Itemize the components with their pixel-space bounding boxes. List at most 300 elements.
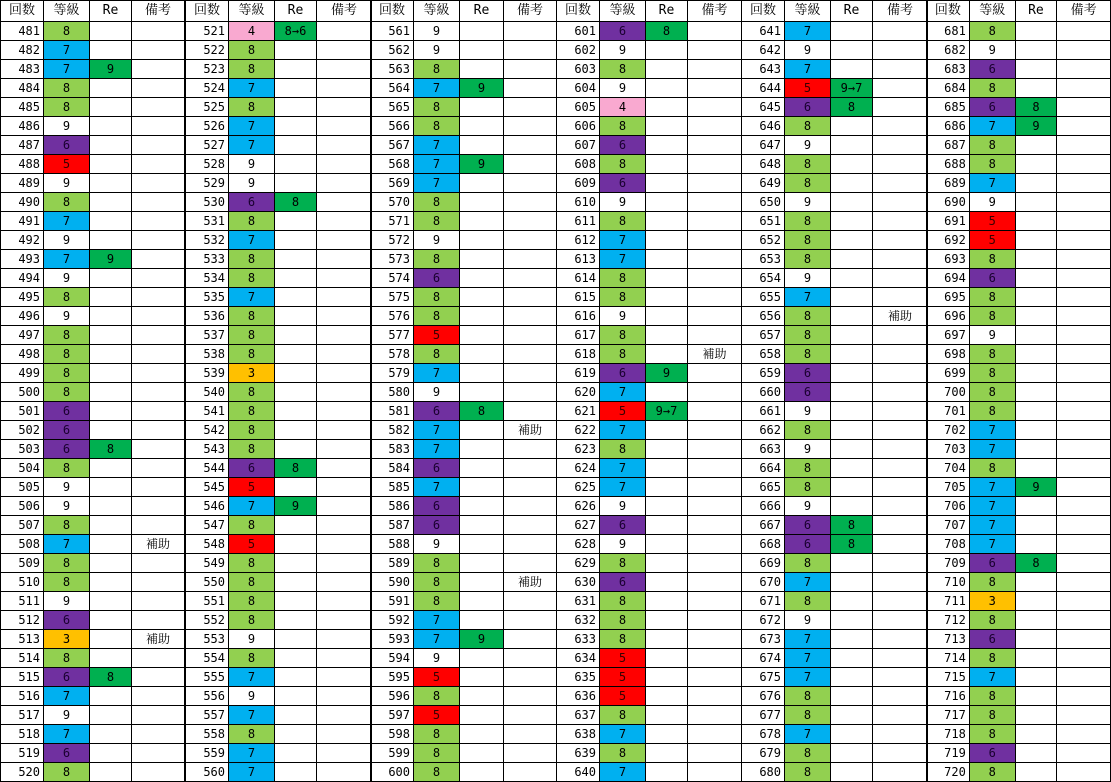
round-cell[interactable]: 671 [742,592,785,611]
re-cell[interactable] [275,706,317,725]
grade-cell[interactable]: 8 [414,592,460,611]
note-cell[interactable] [132,326,185,345]
re-cell[interactable] [275,611,317,630]
note-cell[interactable] [132,592,185,611]
re-cell[interactable] [646,573,688,592]
round-cell[interactable]: 510 [1,573,44,592]
re-cell[interactable] [460,193,504,212]
grade-cell[interactable]: 8 [600,288,646,307]
grade-cell[interactable]: 8 [44,22,90,41]
grade-cell[interactable]: 7 [785,573,831,592]
grade-cell[interactable]: 5 [600,402,646,421]
re-cell[interactable] [831,193,873,212]
grade-cell[interactable]: 7 [414,155,460,174]
round-cell[interactable]: 591 [371,592,414,611]
round-cell[interactable]: 557 [186,706,229,725]
grade-cell[interactable]: 5 [414,326,460,345]
note-cell[interactable] [504,611,557,630]
round-cell[interactable]: 544 [186,459,229,478]
round-cell[interactable]: 577 [371,326,414,345]
note-cell[interactable] [132,364,185,383]
note-cell[interactable] [1057,440,1111,459]
round-cell[interactable]: 682 [927,41,970,60]
note-cell[interactable] [688,326,742,345]
round-cell[interactable]: 683 [927,60,970,79]
note-cell[interactable] [688,402,742,421]
round-cell[interactable]: 657 [742,326,785,345]
round-cell[interactable]: 553 [186,630,229,649]
re-cell[interactable] [1015,649,1057,668]
round-cell[interactable]: 644 [742,79,785,98]
grade-cell[interactable]: 8 [229,440,275,459]
round-cell[interactable]: 651 [742,212,785,231]
grade-cell[interactable]: 9 [785,41,831,60]
note-cell[interactable] [688,706,742,725]
note-cell[interactable] [504,307,557,326]
round-cell[interactable]: 499 [1,364,44,383]
grade-cell[interactable]: 8 [229,326,275,345]
note-cell[interactable] [1057,497,1111,516]
grade-cell[interactable]: 6 [785,516,831,535]
note-cell[interactable] [873,440,928,459]
round-cell[interactable]: 665 [742,478,785,497]
grade-cell[interactable]: 8 [414,117,460,136]
grade-cell[interactable]: 5 [969,212,1015,231]
round-cell[interactable]: 516 [1,687,44,706]
re-cell[interactable] [1015,269,1057,288]
grade-cell[interactable]: 7 [229,763,275,782]
re-cell[interactable] [646,535,688,554]
grade-cell[interactable]: 9 [414,535,460,554]
grade-cell[interactable]: 8 [414,288,460,307]
grade-cell[interactable]: 8 [414,554,460,573]
note-cell[interactable] [688,269,742,288]
grade-cell[interactable]: 6 [785,364,831,383]
grade-cell[interactable]: 8 [785,706,831,725]
round-cell[interactable]: 528 [186,155,229,174]
round-cell[interactable]: 484 [1,79,44,98]
re-cell[interactable]: 8 [460,402,504,421]
grade-cell[interactable]: 6 [969,269,1015,288]
note-cell[interactable] [1057,174,1111,193]
re-cell[interactable] [460,516,504,535]
re-cell[interactable]: 9 [90,250,132,269]
grade-cell[interactable]: 8 [229,345,275,364]
note-cell[interactable] [504,402,557,421]
col-header-grade[interactable]: 等級 [969,1,1015,22]
grade-cell[interactable]: 7 [969,668,1015,687]
note-cell[interactable] [504,668,557,687]
re-cell[interactable] [831,421,873,440]
note-cell[interactable] [317,744,372,763]
grade-cell[interactable]: 8 [44,383,90,402]
re-cell[interactable] [460,98,504,117]
note-cell[interactable] [504,231,557,250]
note-cell[interactable] [132,155,185,174]
grade-cell[interactable]: 8 [229,611,275,630]
round-cell[interactable]: 483 [1,60,44,79]
re-cell[interactable] [90,497,132,516]
note-cell[interactable] [1057,250,1111,269]
re-cell[interactable] [90,421,132,440]
re-cell[interactable]: 8 [646,22,688,41]
round-cell[interactable]: 660 [742,383,785,402]
note-cell[interactable] [132,421,185,440]
grade-cell[interactable]: 8 [229,421,275,440]
note-cell[interactable] [132,269,185,288]
re-cell[interactable] [1015,326,1057,345]
re-cell[interactable]: 8 [831,516,873,535]
grade-cell[interactable]: 7 [785,22,831,41]
note-cell[interactable] [504,212,557,231]
re-cell[interactable] [831,288,873,307]
round-cell[interactable]: 506 [1,497,44,516]
note-cell[interactable] [317,421,372,440]
round-cell[interactable]: 688 [927,155,970,174]
re-cell[interactable] [275,649,317,668]
grade-cell[interactable]: 8 [600,117,646,136]
note-cell[interactable] [504,497,557,516]
re-cell[interactable] [831,478,873,497]
grade-cell[interactable]: 9 [785,269,831,288]
re-cell[interactable] [1015,516,1057,535]
note-cell[interactable] [873,706,928,725]
re-cell[interactable] [275,41,317,60]
re-cell[interactable] [460,592,504,611]
round-cell[interactable]: 607 [557,136,600,155]
note-cell[interactable] [1057,573,1111,592]
round-cell[interactable]: 505 [1,478,44,497]
re-cell[interactable] [646,250,688,269]
note-cell[interactable] [317,630,372,649]
grade-cell[interactable]: 6 [969,98,1015,117]
round-cell[interactable]: 605 [557,98,600,117]
re-cell[interactable] [460,478,504,497]
re-cell[interactable] [1015,193,1057,212]
grade-cell[interactable]: 8 [414,212,460,231]
round-cell[interactable]: 679 [742,744,785,763]
grade-cell[interactable]: 7 [44,60,90,79]
re-cell[interactable]: 8 [275,459,317,478]
re-cell[interactable] [1015,440,1057,459]
round-cell[interactable]: 636 [557,687,600,706]
grade-cell[interactable]: 9 [969,41,1015,60]
re-cell[interactable] [1015,60,1057,79]
re-cell[interactable] [831,117,873,136]
round-cell[interactable]: 630 [557,573,600,592]
note-cell[interactable] [1057,117,1111,136]
note-cell[interactable] [873,649,928,668]
note-cell[interactable] [688,41,742,60]
round-cell[interactable]: 560 [186,763,229,782]
grade-cell[interactable]: 8 [229,307,275,326]
re-cell[interactable] [460,725,504,744]
note-cell[interactable] [688,155,742,174]
note-cell[interactable] [688,535,742,554]
grade-cell[interactable]: 8 [414,573,460,592]
grade-cell[interactable]: 7 [229,79,275,98]
round-cell[interactable]: 561 [371,22,414,41]
grade-cell[interactable]: 6 [785,98,831,117]
grade-cell[interactable]: 8 [600,592,646,611]
grade-cell[interactable]: 7 [600,250,646,269]
re-cell[interactable] [90,174,132,193]
note-cell[interactable] [504,269,557,288]
grade-cell[interactable]: 8 [600,630,646,649]
note-cell[interactable] [317,174,372,193]
note-cell[interactable] [688,725,742,744]
grade-cell[interactable]: 3 [44,630,90,649]
col-header-re[interactable]: Re [646,1,688,22]
note-cell[interactable] [1057,79,1111,98]
re-cell[interactable] [460,345,504,364]
round-cell[interactable]: 494 [1,269,44,288]
round-cell[interactable]: 664 [742,459,785,478]
round-cell[interactable]: 672 [742,611,785,630]
grade-cell[interactable]: 8 [785,421,831,440]
grade-cell[interactable]: 6 [414,497,460,516]
note-cell[interactable] [504,535,557,554]
grade-cell[interactable]: 8 [44,98,90,117]
re-cell[interactable] [831,611,873,630]
grade-cell[interactable]: 7 [969,516,1015,535]
col-header-grade[interactable]: 等級 [44,1,90,22]
note-cell[interactable] [317,269,372,288]
round-cell[interactable]: 563 [371,60,414,79]
col-header-note[interactable]: 備考 [132,1,185,22]
note-cell[interactable] [1057,402,1111,421]
grade-cell[interactable]: 8 [229,41,275,60]
note-cell[interactable] [873,554,928,573]
round-cell[interactable]: 565 [371,98,414,117]
note-cell[interactable] [1057,269,1111,288]
round-cell[interactable]: 555 [186,668,229,687]
grade-cell[interactable]: 7 [600,478,646,497]
grade-cell[interactable]: 6 [969,744,1015,763]
round-cell[interactable]: 650 [742,193,785,212]
round-cell[interactable]: 523 [186,60,229,79]
round-cell[interactable]: 568 [371,155,414,174]
note-cell[interactable] [688,79,742,98]
note-cell[interactable] [504,383,557,402]
note-cell[interactable] [317,364,372,383]
grade-cell[interactable]: 8 [229,554,275,573]
re-cell[interactable] [90,364,132,383]
re-cell[interactable] [90,383,132,402]
grade-cell[interactable]: 7 [600,383,646,402]
grade-cell[interactable]: 8 [785,174,831,193]
re-cell[interactable] [646,383,688,402]
round-cell[interactable]: 508 [1,535,44,554]
grade-cell[interactable]: 7 [600,231,646,250]
round-cell[interactable]: 603 [557,60,600,79]
note-cell[interactable] [873,326,928,345]
note-cell[interactable] [504,60,557,79]
re-cell[interactable] [1015,611,1057,630]
round-cell[interactable]: 684 [927,79,970,98]
re-cell[interactable]: 8 [275,193,317,212]
re-cell[interactable] [90,592,132,611]
round-cell[interactable]: 634 [557,649,600,668]
note-cell[interactable] [317,497,372,516]
re-cell[interactable] [831,687,873,706]
re-cell[interactable] [275,345,317,364]
round-cell[interactable]: 609 [557,174,600,193]
note-cell[interactable] [504,516,557,535]
re-cell[interactable] [460,763,504,782]
round-cell[interactable]: 601 [557,22,600,41]
grade-cell[interactable]: 5 [229,535,275,554]
re-cell[interactable] [460,364,504,383]
re-cell[interactable] [460,212,504,231]
round-cell[interactable]: 582 [371,421,414,440]
round-cell[interactable]: 618 [557,345,600,364]
re-cell[interactable] [460,744,504,763]
note-cell[interactable] [132,706,185,725]
grade-cell[interactable]: 9 [600,535,646,554]
grade-cell[interactable]: 6 [414,402,460,421]
round-cell[interactable]: 572 [371,231,414,250]
grade-cell[interactable]: 9 [229,630,275,649]
grade-cell[interactable]: 5 [969,231,1015,250]
grade-cell[interactable]: 5 [600,649,646,668]
grade-cell[interactable]: 7 [785,649,831,668]
re-cell[interactable] [90,117,132,136]
re-cell[interactable] [90,725,132,744]
grade-cell[interactable]: 8 [44,459,90,478]
note-cell[interactable] [688,174,742,193]
round-cell[interactable]: 608 [557,155,600,174]
round-cell[interactable]: 662 [742,421,785,440]
round-cell[interactable]: 631 [557,592,600,611]
round-cell[interactable]: 515 [1,668,44,687]
re-cell[interactable] [275,744,317,763]
note-cell[interactable] [504,763,557,782]
re-cell[interactable] [646,611,688,630]
grade-cell[interactable]: 7 [785,630,831,649]
round-cell[interactable]: 686 [927,117,970,136]
grade-cell[interactable]: 7 [785,288,831,307]
grade-cell[interactable]: 9 [44,231,90,250]
note-cell[interactable] [688,459,742,478]
note-cell[interactable] [688,22,742,41]
re-cell[interactable]: 9 [90,60,132,79]
re-cell[interactable] [90,573,132,592]
re-cell[interactable] [831,231,873,250]
grade-cell[interactable]: 8 [229,573,275,592]
round-cell[interactable]: 487 [1,136,44,155]
note-cell[interactable] [132,98,185,117]
round-cell[interactable]: 567 [371,136,414,155]
note-cell[interactable] [1057,668,1111,687]
re-cell[interactable] [646,516,688,535]
re-cell[interactable] [460,459,504,478]
round-cell[interactable]: 534 [186,269,229,288]
round-cell[interactable]: 619 [557,364,600,383]
note-cell[interactable] [132,345,185,364]
round-cell[interactable]: 511 [1,592,44,611]
grade-cell[interactable]: 7 [969,478,1015,497]
round-cell[interactable]: 538 [186,345,229,364]
col-header-grade[interactable]: 等級 [785,1,831,22]
grade-cell[interactable]: 7 [229,668,275,687]
note-cell[interactable] [317,136,372,155]
note-cell[interactable] [688,307,742,326]
round-cell[interactable]: 687 [927,136,970,155]
re-cell[interactable] [90,744,132,763]
re-cell[interactable] [90,478,132,497]
note-cell[interactable] [688,630,742,649]
grade-cell[interactable]: 8 [44,288,90,307]
grade-cell[interactable]: 7 [785,725,831,744]
round-cell[interactable]: 718 [927,725,970,744]
re-cell[interactable] [275,763,317,782]
note-cell[interactable] [504,592,557,611]
re-cell[interactable] [460,649,504,668]
round-cell[interactable]: 702 [927,421,970,440]
col-header-round[interactable]: 回数 [1,1,44,22]
round-cell[interactable]: 649 [742,174,785,193]
note-cell[interactable] [317,193,372,212]
round-cell[interactable]: 541 [186,402,229,421]
col-header-re[interactable]: Re [275,1,317,22]
note-cell[interactable] [317,687,372,706]
note-cell[interactable] [132,649,185,668]
note-cell[interactable] [1057,459,1111,478]
grade-cell[interactable]: 8 [44,516,90,535]
re-cell[interactable] [831,364,873,383]
note-cell[interactable] [504,364,557,383]
note-cell[interactable] [317,326,372,345]
re-cell[interactable] [831,307,873,326]
round-cell[interactable]: 675 [742,668,785,687]
note-cell[interactable] [132,22,185,41]
re-cell[interactable]: 9 [646,364,688,383]
note-cell[interactable]: 補助 [132,630,185,649]
grade-cell[interactable]: 8 [600,440,646,459]
grade-cell[interactable]: 7 [414,630,460,649]
re-cell[interactable] [646,98,688,117]
re-cell[interactable] [1015,79,1057,98]
re-cell[interactable] [646,421,688,440]
re-cell[interactable] [646,687,688,706]
note-cell[interactable] [873,535,928,554]
round-cell[interactable]: 593 [371,630,414,649]
round-cell[interactable]: 585 [371,478,414,497]
re-cell[interactable]: 8 [831,535,873,554]
round-cell[interactable]: 673 [742,630,785,649]
re-cell[interactable]: 8 [1015,554,1057,573]
round-cell[interactable]: 614 [557,269,600,288]
re-cell[interactable] [831,649,873,668]
re-cell[interactable] [90,231,132,250]
grade-cell[interactable]: 6 [44,136,90,155]
grade-cell[interactable]: 8 [785,744,831,763]
round-cell[interactable]: 703 [927,440,970,459]
round-cell[interactable]: 698 [927,345,970,364]
note-cell[interactable] [132,478,185,497]
note-cell[interactable] [317,288,372,307]
grade-cell[interactable]: 8 [785,763,831,782]
grade-cell[interactable]: 5 [414,668,460,687]
round-cell[interactable]: 628 [557,535,600,554]
round-cell[interactable]: 661 [742,402,785,421]
re-cell[interactable]: 9 [460,155,504,174]
round-cell[interactable]: 685 [927,98,970,117]
re-cell[interactable] [275,98,317,117]
re-cell[interactable] [831,554,873,573]
note-cell[interactable] [1057,535,1111,554]
